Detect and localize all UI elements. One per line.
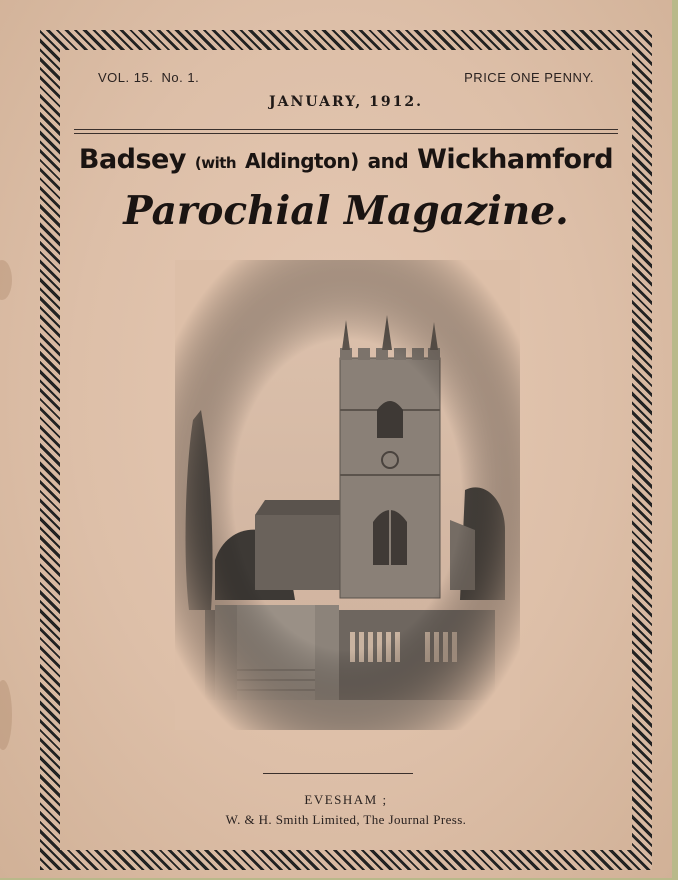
church-tower-photo: [175, 260, 520, 730]
parish-aldington: Aldington): [245, 149, 359, 173]
issue-date: JANUARY, 1912.: [269, 94, 423, 110]
paper-stain: [0, 260, 12, 300]
magazine-title: Parochial Magazine.: [123, 188, 569, 234]
price-label: PRICE ONE PENNY.: [464, 70, 594, 85]
masthead-parishes: [60, 144, 632, 175]
parish-badsey: Badsey: [78, 144, 186, 175]
with-text: (with: [194, 154, 237, 172]
issue-number: No. 1.: [161, 70, 200, 85]
footer-rule: [263, 773, 413, 774]
volume-number: [98, 70, 199, 85]
cover-content: [60, 50, 632, 850]
parish-wickhamford: Wickhamford: [417, 144, 614, 175]
divider-rule: [74, 129, 618, 130]
printer-credit: W. & H. Smith Limited, The Journal Press.: [225, 812, 467, 827]
publisher-town: EVESHAM ;: [304, 792, 388, 807]
and-text: and: [367, 149, 409, 173]
volume-label: VOL. 15.: [98, 70, 154, 85]
paper-stain: [0, 680, 12, 750]
divider-rule: [74, 133, 618, 134]
